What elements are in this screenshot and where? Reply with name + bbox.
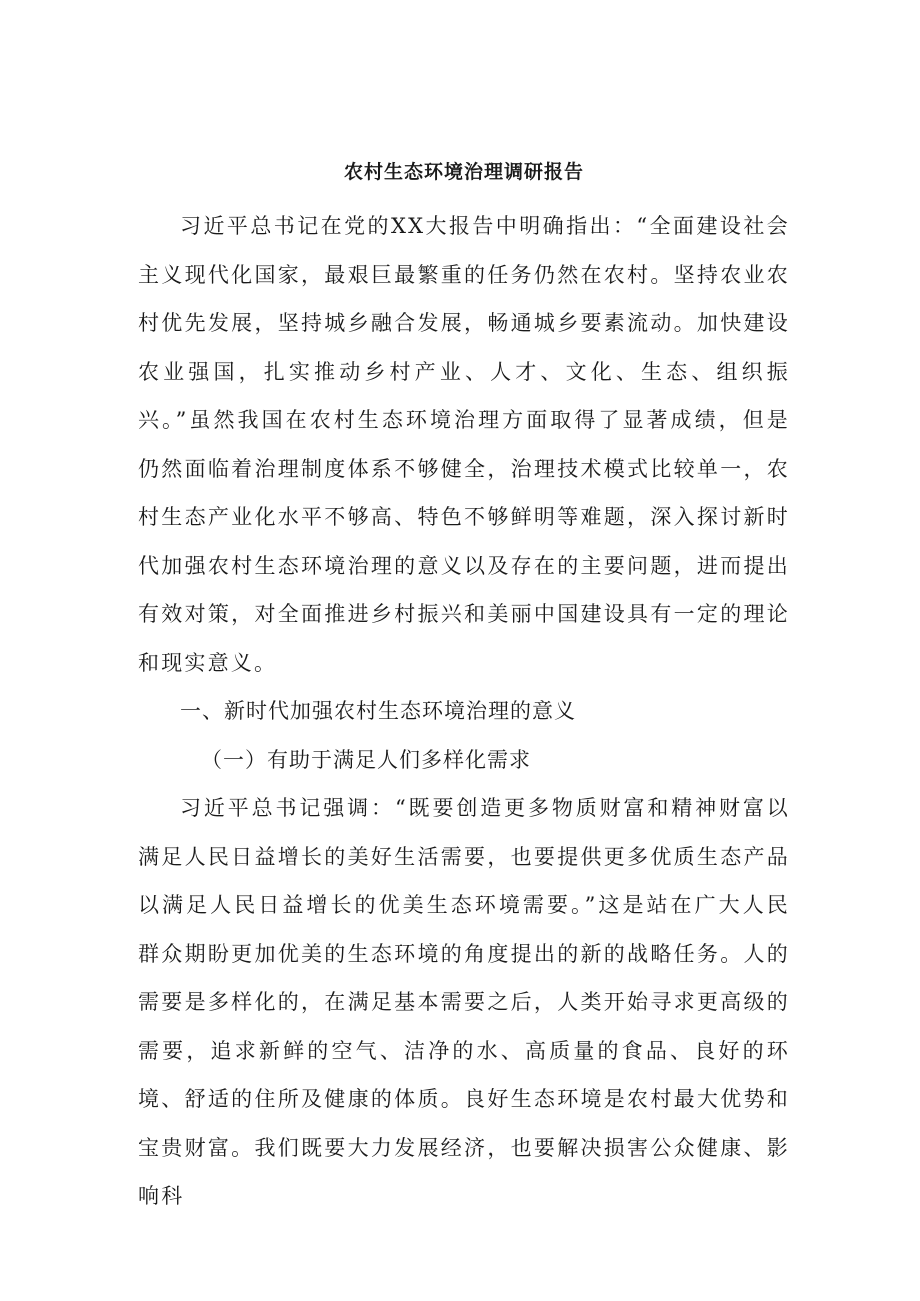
document-title: 农村生态环境治理调研报告 [343,161,584,183]
section-heading: 一、新时代加强农村生态环境治理的意义 [180,699,576,723]
document-page [138,150,790,1221]
subsection-heading: （一）有助于满足人们多样化需求 [201,747,531,772]
intro-paragraph: 习近平总书记在党的XX大报告中明确指出：“全面建设社会主义现代化国家，最艰巨最繁重的任务仍然在农村。坚持农业农村优先发展，坚持城乡融合发展，畅通城乡要素流动。加快建设农业强国，扎实推动乡村产业、人才、文化、生态、组织振兴。”虽然我国在农村生态环境治理方面取得了显著成绩，但是仍然面临着治理制度体系不够健全，治理技术模式比较单一，农村生态产业化水平不够高、特色不够鲜明等难题，深入探讨新时代加强农村生态环境治理的意义以及存在的主要问题，进而提出有效对策，对全面推进乡村振兴和美丽中国建设具有一定的理论和现实意义。 [138,214,790,675]
body-paragraph: 习近平总书记强调：“既要创造更多物质财富和精神财富以满足人民日益增长的美好生活需要，也要提供更多优质生态产品以满足人民日益增长的优美生态环境需要。”这是站在广大人民群众期盼更加优美的生态环境的角度提出的新的战略任务。人的需要是多样化的，在满足基本需要之后，人类开始寻求更高级的需要，追求新鲜的空气、洁净的水、高质量的食品、良好的环境、舒适的住所及健康的体质。良好生态环境是农村最大优势和宝贵财富。我们既要大力发展经济，也要解决损害公众健康、影响科 [138,796,790,1208]
